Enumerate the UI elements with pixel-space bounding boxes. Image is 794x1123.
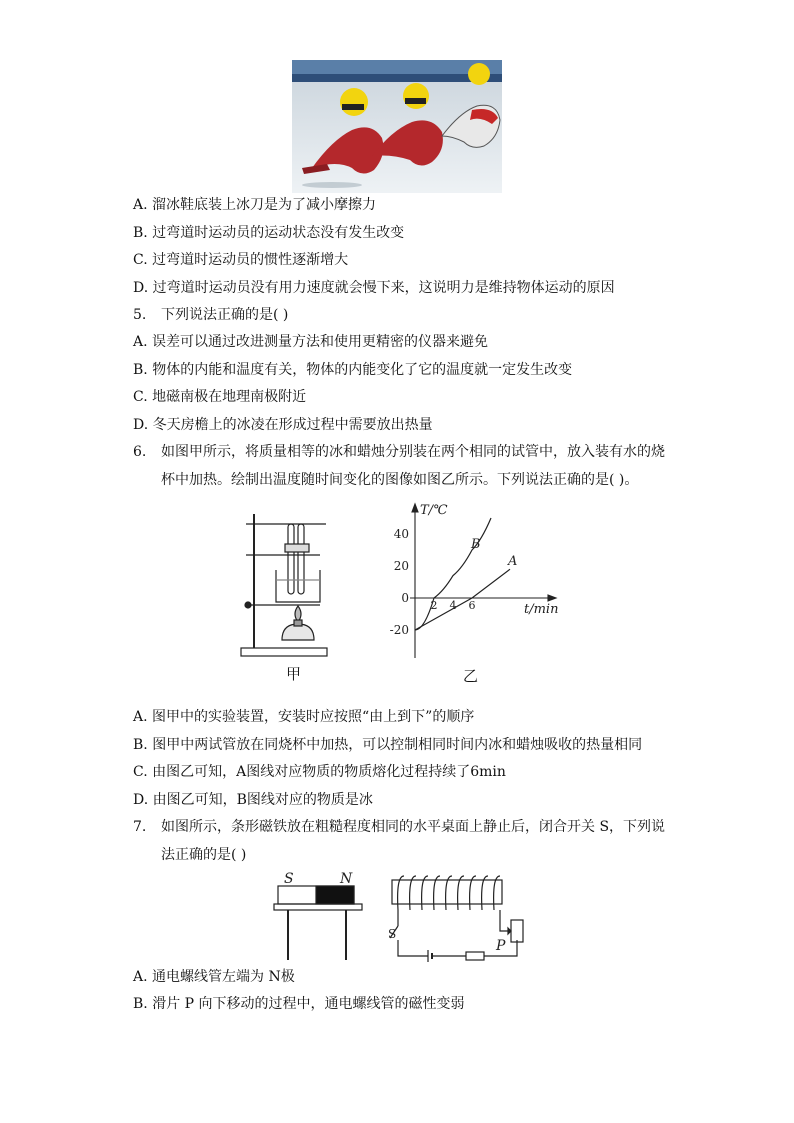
q7-stem-line1: 如图所示，条形磁铁放在粗糙程度相同的水平桌面上静止后，闭合开关 S，下列说 [161, 819, 666, 835]
q6-option-b: B. 图甲中两试管放在同烧杯中加热，可以控制相同时间内冰和蜡烛吸收的热量相同 [133, 737, 643, 753]
y-tick-label: 0 [401, 591, 409, 605]
series-a-line [415, 569, 510, 630]
x-tick-label: 2 [430, 599, 438, 612]
magnet-n-label: N [340, 871, 353, 887]
y-tick-label: -20 [389, 623, 409, 637]
fig-jia-caption: 甲 [286, 665, 302, 683]
q4-option-c: C. 过弯道时运动员的惯性逐渐增大 [133, 252, 349, 268]
q6-stem-line2: 杯中加热。绘制出温度随时间变化的图像如图乙所示。下列说法正确的是( )。 [161, 472, 639, 488]
q5-option-a: A. 误差可以通过改进测量方法和使用更精密的仪器来避免 [133, 334, 489, 350]
q5-option-b: B. 物体的内能和温度有关，物体的内能变化了它的温度就一定发生改变 [133, 362, 573, 378]
q6-stem-line1: 如图甲所示，将质量相等的冰和蜡烛分别装在两个相同的试管中，放入装有水的烧 [161, 444, 665, 460]
magnet-s-label: S [284, 871, 294, 887]
y-tick-label: 40 [393, 527, 409, 541]
q6-option-a: A. 图甲中的实验装置，安装时应按照“由上到下”的顺序 [133, 709, 475, 725]
q4-option-a: A. 溜冰鞋底装上冰刀是为了减小摩擦力 [133, 197, 377, 213]
series-a-label: A [508, 554, 518, 570]
q6-option-d: D. 由图乙可知，B图线对应的物质是冰 [133, 792, 373, 808]
q4-option-d: D. 过弯道时运动员没有用力速度就会慢下来，这说明力是维持物体运动的原因 [133, 280, 615, 296]
q6-number: 6. [133, 444, 147, 460]
q5-number: 5. [133, 307, 147, 323]
q4-option-b: B. 过弯道时运动员的运动状态没有发生改变 [133, 225, 405, 241]
magnet-solenoid-figure [270, 868, 530, 964]
apparatus-figure [238, 510, 330, 660]
q5-option-d: D. 冬天房檐上的冰凌在形成过程中需要放出热量 [133, 417, 433, 433]
series-b-line [415, 518, 491, 630]
y-tick-label: 20 [393, 559, 409, 573]
q7-option-b: B. 滑片 P 向下移动的过程中，通电螺线管的磁性变弱 [133, 996, 465, 1012]
q7-number: 7. [133, 819, 147, 835]
x-tick-label: 4 [449, 599, 457, 612]
fig-yi-caption: 乙 [463, 667, 479, 685]
temperature-chart-svg [380, 498, 560, 663]
x-tick-label: 6 [468, 599, 476, 612]
q5-stem: 下列说法正确的是( ) [161, 307, 289, 323]
switch-label: S [388, 927, 397, 941]
y-axis-label: T/℃ [420, 503, 448, 518]
q7-option-a: A. 通电螺线管左端为 N极 [133, 969, 295, 985]
q7-stem-line2: 法正确的是( ) [161, 847, 247, 863]
q5-option-c: C. 地磁南极在地理南极附近 [133, 389, 307, 405]
slider-label: P [496, 938, 506, 954]
q6-option-c: C. 由图乙可知，A图线对应物质的物质熔化过程持续了6min [133, 764, 506, 780]
y-axis-arrow [412, 504, 418, 512]
series-b-label: B [471, 537, 481, 552]
skaters-photo [292, 60, 502, 193]
x-axis-arrow [548, 595, 556, 601]
x-axis-label: t/min [524, 602, 559, 617]
temperature-chart [380, 498, 560, 663]
